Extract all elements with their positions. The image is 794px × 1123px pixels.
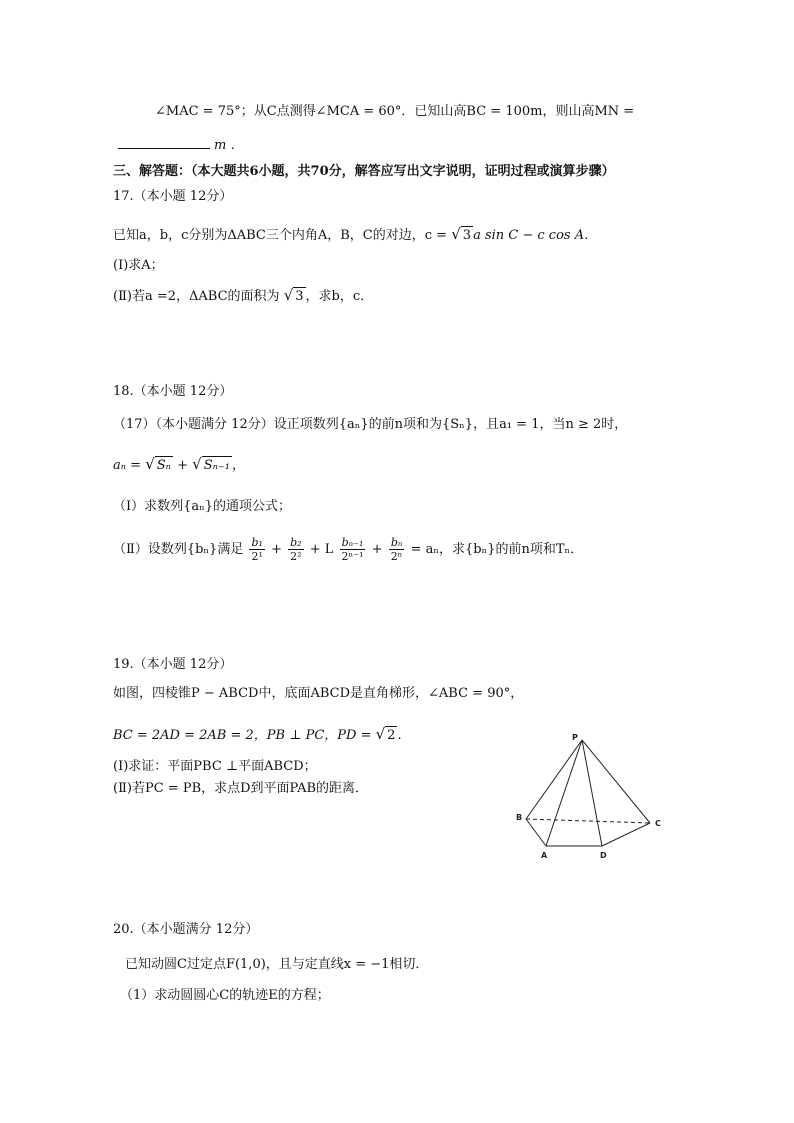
label-d: D (600, 851, 607, 860)
q18-formula (113, 455, 245, 476)
q17-stem-suffix: a sin C − c cos A． (473, 228, 598, 243)
q18-part1: （Ⅰ）求数列{aₙ}的通项公式； (113, 499, 292, 514)
frac-den: 2ⁿ⁻¹ (341, 550, 364, 563)
q19-part2: (Ⅱ)若PC = PB，求点D到平面PAB的距离． (113, 781, 369, 796)
edge-bc-hidden (526, 819, 650, 823)
edge-pc (582, 740, 650, 823)
q17-sqrt-value: 3 (462, 228, 472, 243)
q19-cond-prefix: BC = 2AD = 2AB = 2，PB ⊥ PC，PD = (113, 728, 372, 743)
q19-part1: (Ⅰ)求证：平面PBC ⊥平面ABCD； (113, 759, 317, 774)
frac-num: b₁ (251, 536, 263, 549)
q16-line1 (155, 102, 634, 122)
sqrt-symbol: √ 2 (375, 725, 396, 743)
q18-op-plus: + (271, 542, 282, 557)
q19-condition (113, 725, 402, 746)
q19-cond-sqrt: 2 (387, 728, 396, 743)
sqrt-symbol: √ 3 (451, 225, 472, 243)
frac-den: 2² (290, 550, 302, 563)
label-b: B (516, 813, 523, 822)
edge-pb (526, 740, 582, 819)
q18-stem: （17）（本小题满分 12分）设正项数列{aₙ}的前n项和为{Sₙ}，且a₁ = 1，当n ≥ 2时， (113, 417, 628, 432)
frac-den: 2ⁿ (390, 550, 403, 563)
q17-part2 (113, 286, 373, 307)
section3-heading-text: 三、解答题：（本大题共6小题，共70分，解答应写出文字说明，证明过程或演算步骤） (113, 164, 615, 179)
sqrt-symbol: √ Sₙ (145, 455, 171, 473)
edge-pd (582, 740, 602, 846)
q19-stem: 如图，四棱锥P − ABCD中，底面ABCD是直角梯形，∠ABC = 90°， (113, 686, 524, 701)
q18-op-plus: + (371, 542, 383, 557)
q18-sqrt2: Sₙ₋₁ (203, 458, 230, 473)
sqrt-symbol: √ 3 (283, 286, 304, 304)
q16-unit: m ． (214, 138, 244, 153)
edge-pa (546, 740, 582, 846)
label-c: C (655, 819, 661, 828)
section3-heading (113, 162, 615, 182)
q17-part1: (Ⅰ)求A； (113, 258, 164, 273)
q17-stem-prefix: 已知a，b，c分别为ΔABC三个内角A，B，C的对边，c = (113, 228, 448, 243)
q17-part2-suffix: ，求b，c． (305, 289, 374, 304)
label-a: A (541, 851, 548, 860)
sqrt-symbol: √ Sₙ₋₁ (192, 455, 230, 473)
q16-line2 (118, 134, 243, 156)
q17-part2-sqrt: 3 (295, 289, 304, 304)
q18-part2-prefix: （Ⅱ）设数列{bₙ}满足 (113, 542, 244, 557)
frac-num: bₙ (390, 536, 403, 549)
q18-plus: + (177, 458, 188, 473)
q18-part2 (113, 535, 583, 565)
frac-num: bₙ₋₁ (341, 536, 364, 549)
q20-header: 20.（本小题满分 12分） (113, 922, 259, 937)
q18-sqrt1: Sₙ (156, 458, 171, 473)
fraction (288, 536, 303, 563)
q20-part1: （1）求动圆圆心C的轨迹E的方程； (120, 988, 330, 1003)
q18-ellipsis: + L (309, 542, 334, 557)
q18-part2-eq: = aₙ，求{bₙ}的前n项和Tₙ． (410, 542, 584, 557)
q18-header: 18.（本小题 12分） (113, 384, 233, 399)
q20-stem: 已知动圆C过定点F(1,0)，且与定直线x = −1相切． (125, 957, 429, 972)
q16-text: ∠MAC = 75°；从C点测得∠MCA = 60°．已知山高BC = 100m，则山高MN = (155, 104, 635, 119)
fraction (249, 536, 264, 563)
q17-header: 17.（本小题 12分） (113, 189, 233, 204)
q18-formula-suffix: ， (231, 458, 245, 473)
q17-part2-prefix: (Ⅱ)若a =2，ΔABC的面积为 (113, 289, 280, 304)
pyramid-figure (505, 728, 685, 868)
edge-ba (526, 819, 546, 846)
frac-num: b₂ (290, 536, 302, 549)
q17-stem (113, 225, 597, 246)
answer-blank[interactable] (118, 134, 210, 149)
q19-header: 19.（本小题 12分） (113, 657, 233, 672)
label-p: P (572, 733, 578, 742)
q19-cond-suffix: . (397, 728, 402, 743)
fraction (389, 536, 405, 563)
fraction (340, 536, 366, 563)
q18-formula-prefix: aₙ = (113, 458, 142, 473)
frac-den: 2¹ (251, 550, 263, 563)
edge-dc (602, 823, 650, 846)
